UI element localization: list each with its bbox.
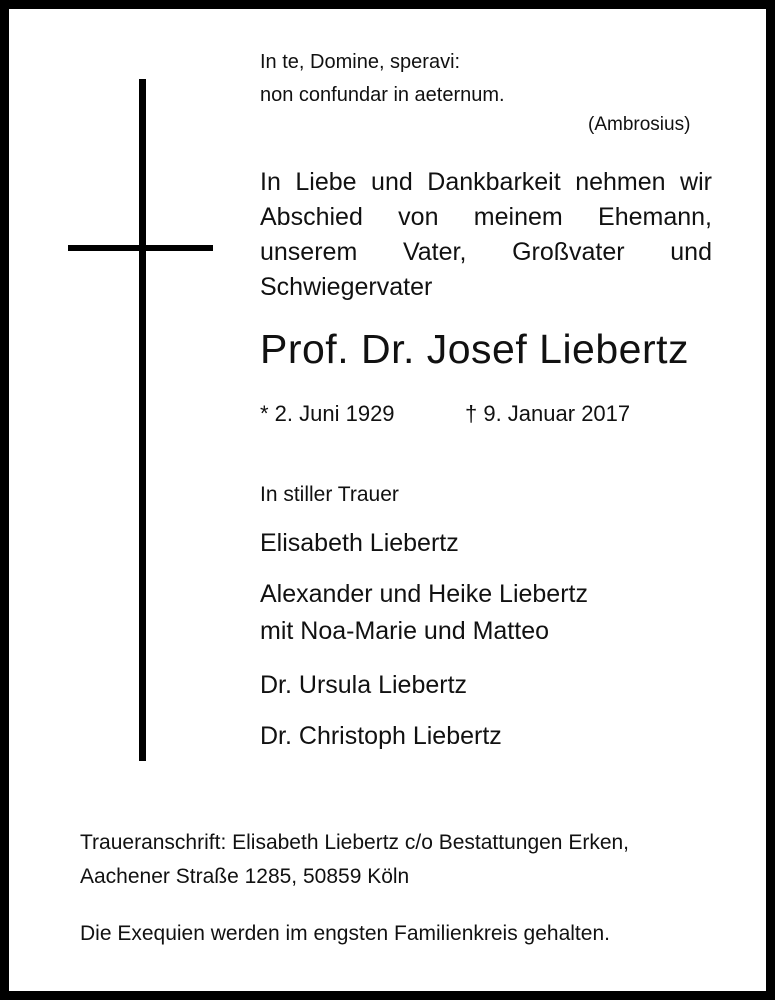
death-date: † 9. Januar 2017 [465,401,631,426]
intro-line: In Liebe und Dankbarkeit nehmen wir [260,168,712,196]
mourning-label: In stiller Trauer [260,483,399,506]
intro-line: Schwiegervater [260,273,433,301]
mourner-name: Dr. Ursula Liebertz [260,671,468,699]
mourner-name: mit Noa-Marie und Matteo [260,617,550,645]
intro-line: Abschied von meinem Ehemann, [260,203,712,231]
mourning-address-line-1: Traueranschrift: Elisabeth Liebertz c/o Bestattungen Erken, [80,831,630,854]
birth-date: * 2. Juni 1929 [260,401,395,426]
cross-horizontal-bar [68,245,213,251]
mourner-name: Alexander und Heike Liebertz [260,580,588,608]
mourner-name: Dr. Christoph Liebertz [260,722,502,750]
mourning-address-line-2: Aachener Straße 1285, 50859 Köln [80,865,410,888]
quote-source: (Ambrosius) [588,114,691,135]
mourner-name: Elisabeth Liebertz [260,529,459,557]
cross-vertical-bar [139,79,146,761]
quote-line-2: non confundar in aeternum. [260,84,505,106]
quote-line-1: In te, Domine, speravi: [260,51,461,73]
service-note: Die Exequien werden im engsten Familienkreis gehalten. [80,922,610,945]
intro-paragraph [260,165,712,305]
deceased-name: Prof. Dr. Josef Liebertz [260,326,690,372]
intro-line: unserem Vater, Großvater und [260,238,712,266]
